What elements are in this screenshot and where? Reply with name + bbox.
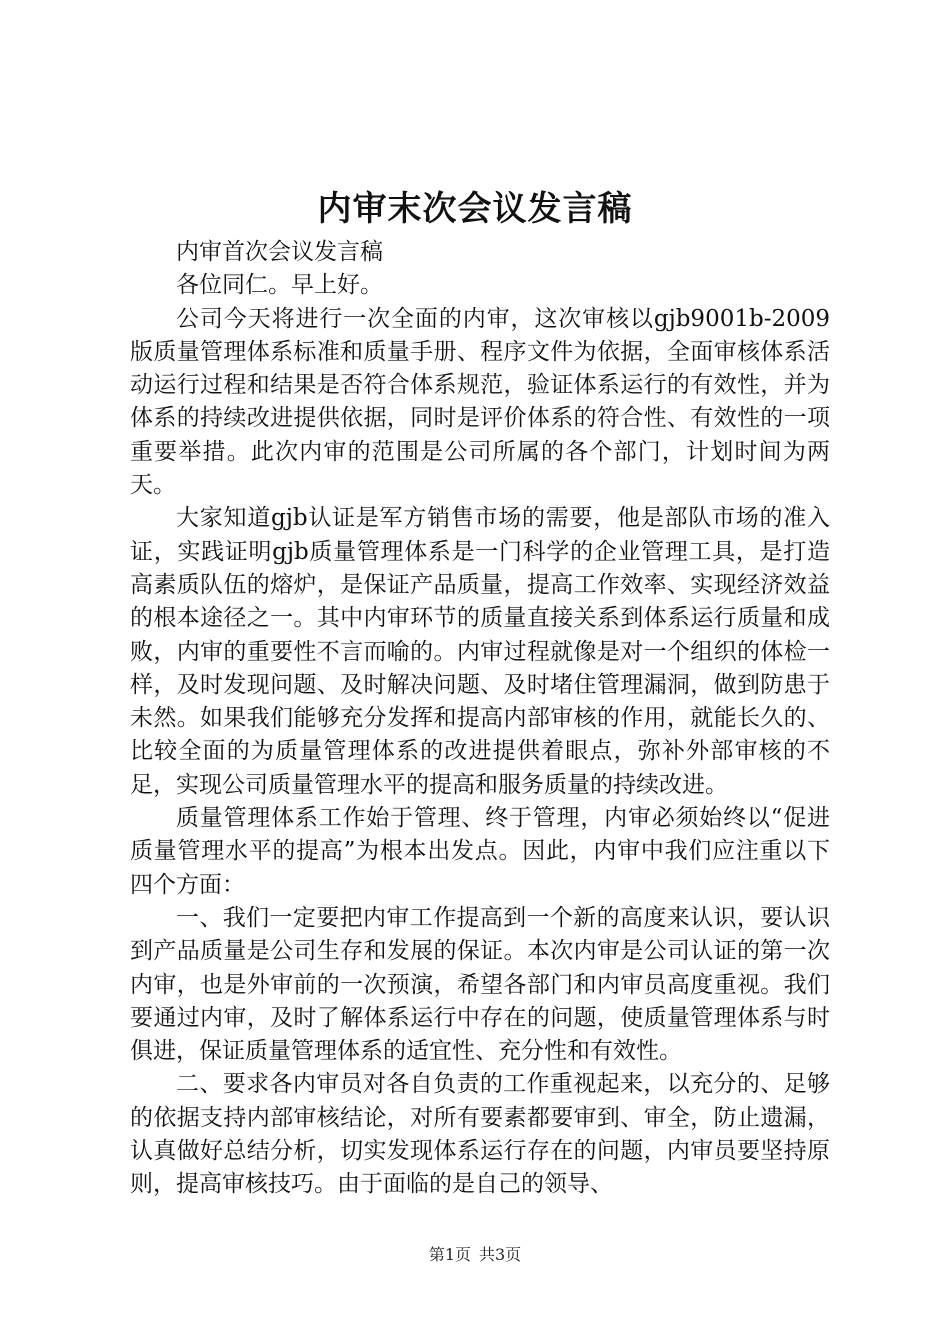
paragraph-aspect-one: 一、我们一定要把内审工作提高到一个新的高度来认识，要认识到产品质量是公司生存和发展的保证。本次内审是公司认证的第一次内审，也是外审前的一次预演，希望各部门和内审员高度重视。我们要通过内审，及时了解体系运行中存在的问题，使质量管理体系与时俱进，保证质量管理体系的适宜性、充分性和有效性。	[130, 904, 830, 1065]
page-footer	[0, 1243, 950, 1267]
document-title: 内审末次会议发言稿	[317, 189, 633, 229]
page-number: 第1页	[428, 1245, 471, 1264]
paragraph-audit-basis: 公司今天将进行一次全面的内审，这次审核以gjb9001b-2009版质量管理体系标准和质量手册、程序文件为依据，全面审核体系活动运行过程和结果是否符合体系规范，验证体系运行的有效性，并为体系的持续改进提供依据，同时是评价体系的符合性、有效性的一项重要举措。此次内审的范围是公司所属的各个部门，计划时间为两天。	[130, 305, 830, 499]
paragraph-greeting: 各位同仁。早上好。	[176, 272, 383, 299]
page-total: 共3页	[479, 1245, 522, 1264]
paragraph-aspect-two: 二、要求各内审员对各自负责的工作重视起来，以充分的、足够的依据支持内部审核结论，对所有要素都要审到、审全，防止遗漏，认真做好总结分析，切实发现体系运行存在的问题，内审员要坚持原则，提高审核技巧。由于面临的是自己的领导、	[130, 1071, 830, 1198]
paragraph-subtitle: 内审首次会议发言稿	[176, 239, 383, 265]
document-body	[130, 236, 830, 1202]
paragraph-four-aspects-intro: 质量管理体系工作始于管理、终于管理，内审必须始终以“促进质量管理水平的提高”为根本出发点。因此，内审中我们应注重以下四个方面：	[130, 805, 830, 898]
paragraph-gjb-importance: 大家知道gjb认证是军方销售市场的需要，他是部队市场的准入证，实践证明gjb质量管理体系是一门科学的企业管理工具，是打造高素质队伍的熔炉，是保证产品质量，提高工作效率、实现经济效益的根本途径之一。其中内审环节的质量直接关系到体系运行质量和成败，内审的重要性不言而喻的。内审过程就像是对一个组织的体检一样，及时发现问题、及时解决问题、及时堵住管理漏洞，做到防患于未然。如果我们能够充分发挥和提高内部审核的作用，就能长久的、比较全面的为质量管理体系的改进提供着眼点，弥补外部审核的不足，实现公司质量管理水平的提高和服务质量的持续改进。	[130, 505, 830, 798]
